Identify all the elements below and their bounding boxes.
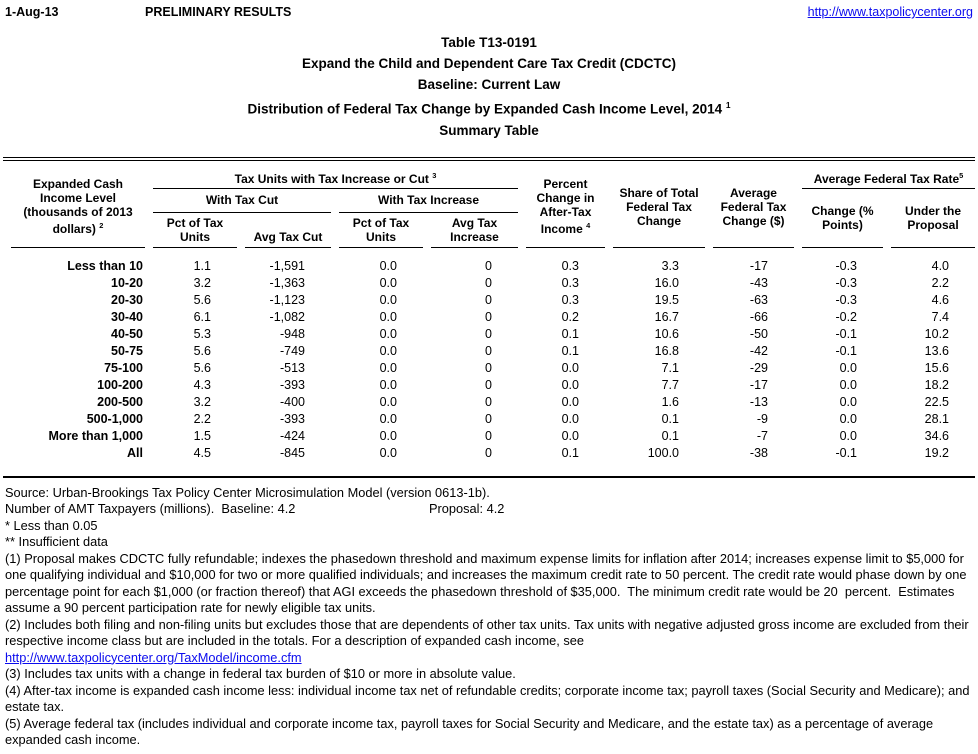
footnote-1: (1) Proposal makes CDCTC fully refundable; indexes the phasedown threshold and maximum expense limits for inflation after 2014; increases expense limit to $5,000 for one qualifying individual and $10,000 for two or more qualified individuals; and increases the maximum credit rate to 50 percent. The credit rate would phase down by one percentage point for each $1,000 (or fraction thereof) that AGI exceeds the phasedown threshold of $35,000. The minimum credit rate would be 20 percent. Estimates assume a 90 percent participation rate for newly eligible tax units. bbox=[5, 550, 971, 615]
cell: 2.2 bbox=[193, 411, 211, 426]
cell: -948 bbox=[279, 326, 305, 341]
summary-table-title: Summary Table bbox=[439, 122, 539, 138]
cell: -38 bbox=[749, 445, 768, 460]
header-expanded-cash-income bbox=[11, 161, 145, 248]
cell: 0.0 bbox=[379, 326, 397, 341]
table-row bbox=[11, 291, 975, 308]
cell: -63 bbox=[749, 292, 768, 307]
cell: 4.0 bbox=[931, 258, 950, 273]
cell: 16.8 bbox=[654, 343, 679, 358]
cell: 0.0 bbox=[379, 309, 397, 324]
cell: 0.1 bbox=[661, 428, 679, 443]
cell: -0.3 bbox=[835, 258, 857, 273]
cell: 22.5 bbox=[924, 394, 950, 409]
cell: 4.6 bbox=[931, 292, 950, 307]
table-row bbox=[11, 248, 975, 274]
preliminary-results-label: PRELIMINARY RESULTS bbox=[145, 5, 292, 19]
cell: 1.5 bbox=[193, 428, 211, 443]
footnote-4: (4) After-tax income is expanded cash income less: individual income tax net of refundable credits; corporate income tax; payroll taxes (Social Security and Medicare); and estate tax. bbox=[5, 682, 974, 714]
footnote-ref-1: 1 bbox=[725, 100, 731, 110]
header-avg-tax-increase: Avg Tax Increase bbox=[431, 213, 518, 248]
cell: -29 bbox=[749, 360, 768, 375]
cell: -1,123 bbox=[269, 292, 305, 307]
cell: -393 bbox=[279, 411, 305, 426]
cell: 0.1 bbox=[561, 343, 579, 358]
cell: -42 bbox=[749, 343, 768, 358]
cell: 0 bbox=[485, 326, 492, 341]
row-label: 30-40 bbox=[111, 309, 143, 324]
cell: 0.1 bbox=[561, 445, 579, 460]
cell: 0.1 bbox=[561, 326, 579, 341]
row-label: All bbox=[127, 445, 143, 460]
table-row bbox=[11, 325, 975, 342]
cell: -1,591 bbox=[269, 258, 305, 273]
footnote-ref-5: 5 bbox=[959, 170, 964, 180]
table-row bbox=[11, 342, 975, 359]
cell: 3.2 bbox=[193, 394, 211, 409]
cell: 0.0 bbox=[379, 275, 397, 290]
cell: 0.0 bbox=[839, 377, 857, 392]
summary-table-container bbox=[3, 157, 975, 478]
cell: 0.0 bbox=[839, 360, 857, 375]
header-group-with-tax-increase: With Tax Increase bbox=[339, 189, 518, 213]
insufficient-data-note: ** Insufficient data bbox=[5, 534, 108, 549]
table-header bbox=[11, 161, 975, 248]
cell: -424 bbox=[279, 428, 305, 443]
cell: -17 bbox=[749, 377, 768, 392]
header-group-tax-units-text: Tax Units with Tax Increase or Cut bbox=[234, 171, 433, 186]
header-avg-tax-cut: Avg Tax Cut bbox=[245, 213, 331, 248]
cell: -513 bbox=[279, 360, 305, 375]
cell: 0.0 bbox=[561, 428, 579, 443]
cell: -1,363 bbox=[269, 275, 305, 290]
cell: -0.3 bbox=[835, 275, 857, 290]
footnote-ref-3: 3 bbox=[432, 170, 437, 180]
header-avg-rate-text: Average Federal Tax Rate bbox=[813, 171, 960, 186]
table-row bbox=[11, 427, 975, 444]
cell: 0.0 bbox=[379, 377, 397, 392]
cell: -43 bbox=[749, 275, 768, 290]
table-row bbox=[11, 376, 975, 393]
cell: -7 bbox=[756, 428, 768, 443]
taxpolicycenter-link[interactable]: http://www.taxpolicycenter.org bbox=[807, 5, 973, 19]
cell: -1,082 bbox=[269, 309, 305, 324]
table-row bbox=[11, 359, 975, 376]
cell: 0.2 bbox=[561, 309, 579, 324]
header-expanded-cash-income-text: Expanded Cash Income Level (thousands of 2013 dollars) bbox=[23, 177, 133, 236]
cell: -749 bbox=[279, 343, 305, 358]
footnote-5: (5) Average federal tax (includes individual and corporate income tax, payroll taxes for Social Security and Medicare, and the estate tax) as a percentage of average expanded cash income. bbox=[5, 715, 937, 747]
cell: -50 bbox=[749, 326, 768, 341]
header-avg-federal-tax-change: Average Federal Tax Change ($) bbox=[713, 161, 794, 248]
cell: 0.3 bbox=[561, 292, 579, 307]
cell: 0 bbox=[485, 292, 492, 307]
cell: 10.2 bbox=[924, 326, 950, 341]
cell: 18.2 bbox=[924, 377, 950, 392]
header-rate-change-points: Change (% Points) bbox=[802, 189, 883, 248]
row-label: 10-20 bbox=[111, 275, 143, 290]
source-note: Source: Urban-Brookings Tax Policy Center Microsimulation Model (version 0613-1b). bbox=[5, 484, 490, 500]
cell: 0.0 bbox=[839, 394, 857, 409]
footnote-ref-2: 2 bbox=[99, 221, 104, 230]
cell: 0.0 bbox=[561, 377, 579, 392]
distribution-title-text: Distribution of Federal Tax Change by Expanded Cash Income Level, 2014 bbox=[247, 101, 726, 117]
row-label: 500-1,000 bbox=[86, 411, 143, 426]
cell: -0.1 bbox=[835, 326, 857, 341]
header-group-with-tax-cut: With Tax Cut bbox=[153, 189, 331, 213]
cell: 0.0 bbox=[379, 428, 397, 443]
cell: -17 bbox=[749, 258, 768, 273]
header-pct-units-increase: Pct of Tax Units bbox=[339, 213, 423, 248]
footnote-ref-4: 4 bbox=[586, 221, 591, 230]
cell: 5.3 bbox=[193, 326, 211, 341]
cell: 7.4 bbox=[931, 309, 950, 324]
cell: 0.0 bbox=[561, 411, 579, 426]
amt-baseline-text: Number of AMT Taxpayers (millions). Baseline: 4.2 bbox=[5, 501, 296, 516]
cell: 0.0 bbox=[379, 343, 397, 358]
row-label: More than 1,000 bbox=[48, 428, 143, 443]
table-row bbox=[11, 410, 975, 427]
table-row bbox=[11, 274, 975, 291]
cell: 34.6 bbox=[924, 428, 950, 443]
table-row bbox=[11, 444, 975, 461]
cell: 0.0 bbox=[379, 445, 397, 460]
cell: 0 bbox=[485, 377, 492, 392]
header-share-total-change: Share of Total Federal Tax Change bbox=[613, 161, 705, 248]
row-label: Less than 10 bbox=[67, 258, 143, 273]
baseline-title: Baseline: Current Law bbox=[417, 77, 561, 92]
cell: 3.2 bbox=[193, 275, 211, 290]
header-pct-change-after-tax-income bbox=[526, 161, 605, 248]
cell: 0.0 bbox=[379, 360, 397, 375]
cell: 7.7 bbox=[661, 377, 679, 392]
cell: 0.0 bbox=[379, 292, 397, 307]
cell: 0.3 bbox=[561, 275, 579, 290]
title-block bbox=[3, 32, 975, 141]
cell: 0.0 bbox=[561, 394, 579, 409]
footnote-3: (3) Includes tax units with a change in federal tax burden of $10 or more in absolute value. bbox=[5, 666, 516, 681]
header-rate-under-proposal: Under the Proposal bbox=[891, 189, 975, 248]
header-pct-change-text: Percent Change in After-Tax Income bbox=[536, 177, 595, 236]
cell: -393 bbox=[279, 377, 305, 392]
cell: 0.0 bbox=[561, 360, 579, 375]
cell: 0 bbox=[485, 411, 492, 426]
summary-table bbox=[3, 161, 978, 461]
cell: 0.0 bbox=[379, 258, 397, 273]
row-label: 20-30 bbox=[111, 292, 143, 307]
cell: 19.2 bbox=[924, 445, 950, 460]
cell: 15.6 bbox=[924, 360, 950, 375]
cell: 0 bbox=[485, 445, 492, 460]
footnote-2-link-line bbox=[5, 650, 973, 667]
row-label: 40-50 bbox=[111, 326, 143, 341]
cell: 3.3 bbox=[661, 258, 679, 273]
row-label: 75-100 bbox=[104, 360, 143, 375]
cell: 0 bbox=[485, 258, 492, 273]
table-body bbox=[11, 248, 975, 461]
cell: -66 bbox=[749, 309, 768, 324]
amt-taxpayers-note bbox=[5, 501, 973, 518]
cell: 0 bbox=[485, 360, 492, 375]
cell: 0 bbox=[485, 343, 492, 358]
cell: 100.0 bbox=[647, 445, 679, 460]
header-group-tax-units bbox=[153, 161, 518, 189]
header-pct-units-cut: Pct of Tax Units bbox=[153, 213, 237, 248]
cell: 10.6 bbox=[654, 326, 679, 341]
income-definition-link[interactable]: http://www.taxpolicycenter.org/TaxModel/income.cfm bbox=[5, 649, 302, 665]
row-label: 200-500 bbox=[97, 394, 143, 409]
cell: 5.6 bbox=[193, 360, 211, 375]
row-label: 50-75 bbox=[111, 343, 143, 358]
cell: -0.3 bbox=[835, 292, 857, 307]
row-label: 100-200 bbox=[97, 377, 143, 392]
cell: 28.1 bbox=[924, 411, 950, 426]
cell: 0 bbox=[485, 394, 492, 409]
proposal-title: Expand the Child and Dependent Care Tax Credit (CDCTC) bbox=[301, 56, 677, 71]
cell: 4.3 bbox=[193, 377, 211, 392]
cell: 4.5 bbox=[193, 445, 211, 460]
cell: 0.0 bbox=[839, 428, 857, 443]
amt-proposal-text: Proposal: 4.2 bbox=[429, 501, 505, 516]
top-bar bbox=[3, 5, 975, 19]
cell: 0.0 bbox=[839, 411, 857, 426]
cell: 1.1 bbox=[193, 258, 211, 273]
cell: 6.1 bbox=[193, 309, 211, 324]
cell: 0.3 bbox=[561, 258, 579, 273]
table-row bbox=[11, 308, 975, 325]
cell: -13 bbox=[749, 394, 768, 409]
cell: 16.7 bbox=[654, 309, 679, 324]
cell: 13.6 bbox=[924, 343, 950, 358]
cell: 16.0 bbox=[654, 275, 679, 290]
header-group-avg-federal-tax-rate bbox=[802, 161, 975, 189]
footnote-2: (2) Includes both filing and non-filing units but excludes those that are dependents of other tax units. Tax units with negative adjusted gross income are excluded from their respective income class but are included in the totals. For a description of expanded cash income, see bbox=[5, 616, 973, 648]
cell: 5.6 bbox=[193, 343, 211, 358]
cell: -0.2 bbox=[835, 309, 857, 324]
less-than-note: * Less than 0.05 bbox=[5, 517, 98, 533]
notes-section bbox=[3, 485, 975, 749]
cell: -845 bbox=[279, 445, 305, 460]
cell: 0.0 bbox=[379, 411, 397, 426]
cell: 1.6 bbox=[661, 394, 679, 409]
cell: 5.6 bbox=[193, 292, 211, 307]
cell: -0.1 bbox=[835, 343, 857, 358]
cell: 2.2 bbox=[931, 275, 950, 290]
cell: 7.1 bbox=[661, 360, 679, 375]
table-number-title: Table T13-0191 bbox=[441, 35, 537, 50]
date-label: 1-Aug-13 bbox=[5, 5, 59, 19]
cell: 0.0 bbox=[379, 394, 397, 409]
table-row bbox=[11, 393, 975, 410]
cell: -0.1 bbox=[835, 445, 857, 460]
cell: -400 bbox=[279, 394, 305, 409]
cell: 19.5 bbox=[654, 292, 679, 307]
cell: 0 bbox=[485, 309, 492, 324]
cell: 0.1 bbox=[661, 411, 679, 426]
distribution-title bbox=[3, 95, 975, 120]
cell: 0 bbox=[485, 428, 492, 443]
cell: -9 bbox=[756, 411, 768, 426]
cell: 0 bbox=[485, 275, 492, 290]
